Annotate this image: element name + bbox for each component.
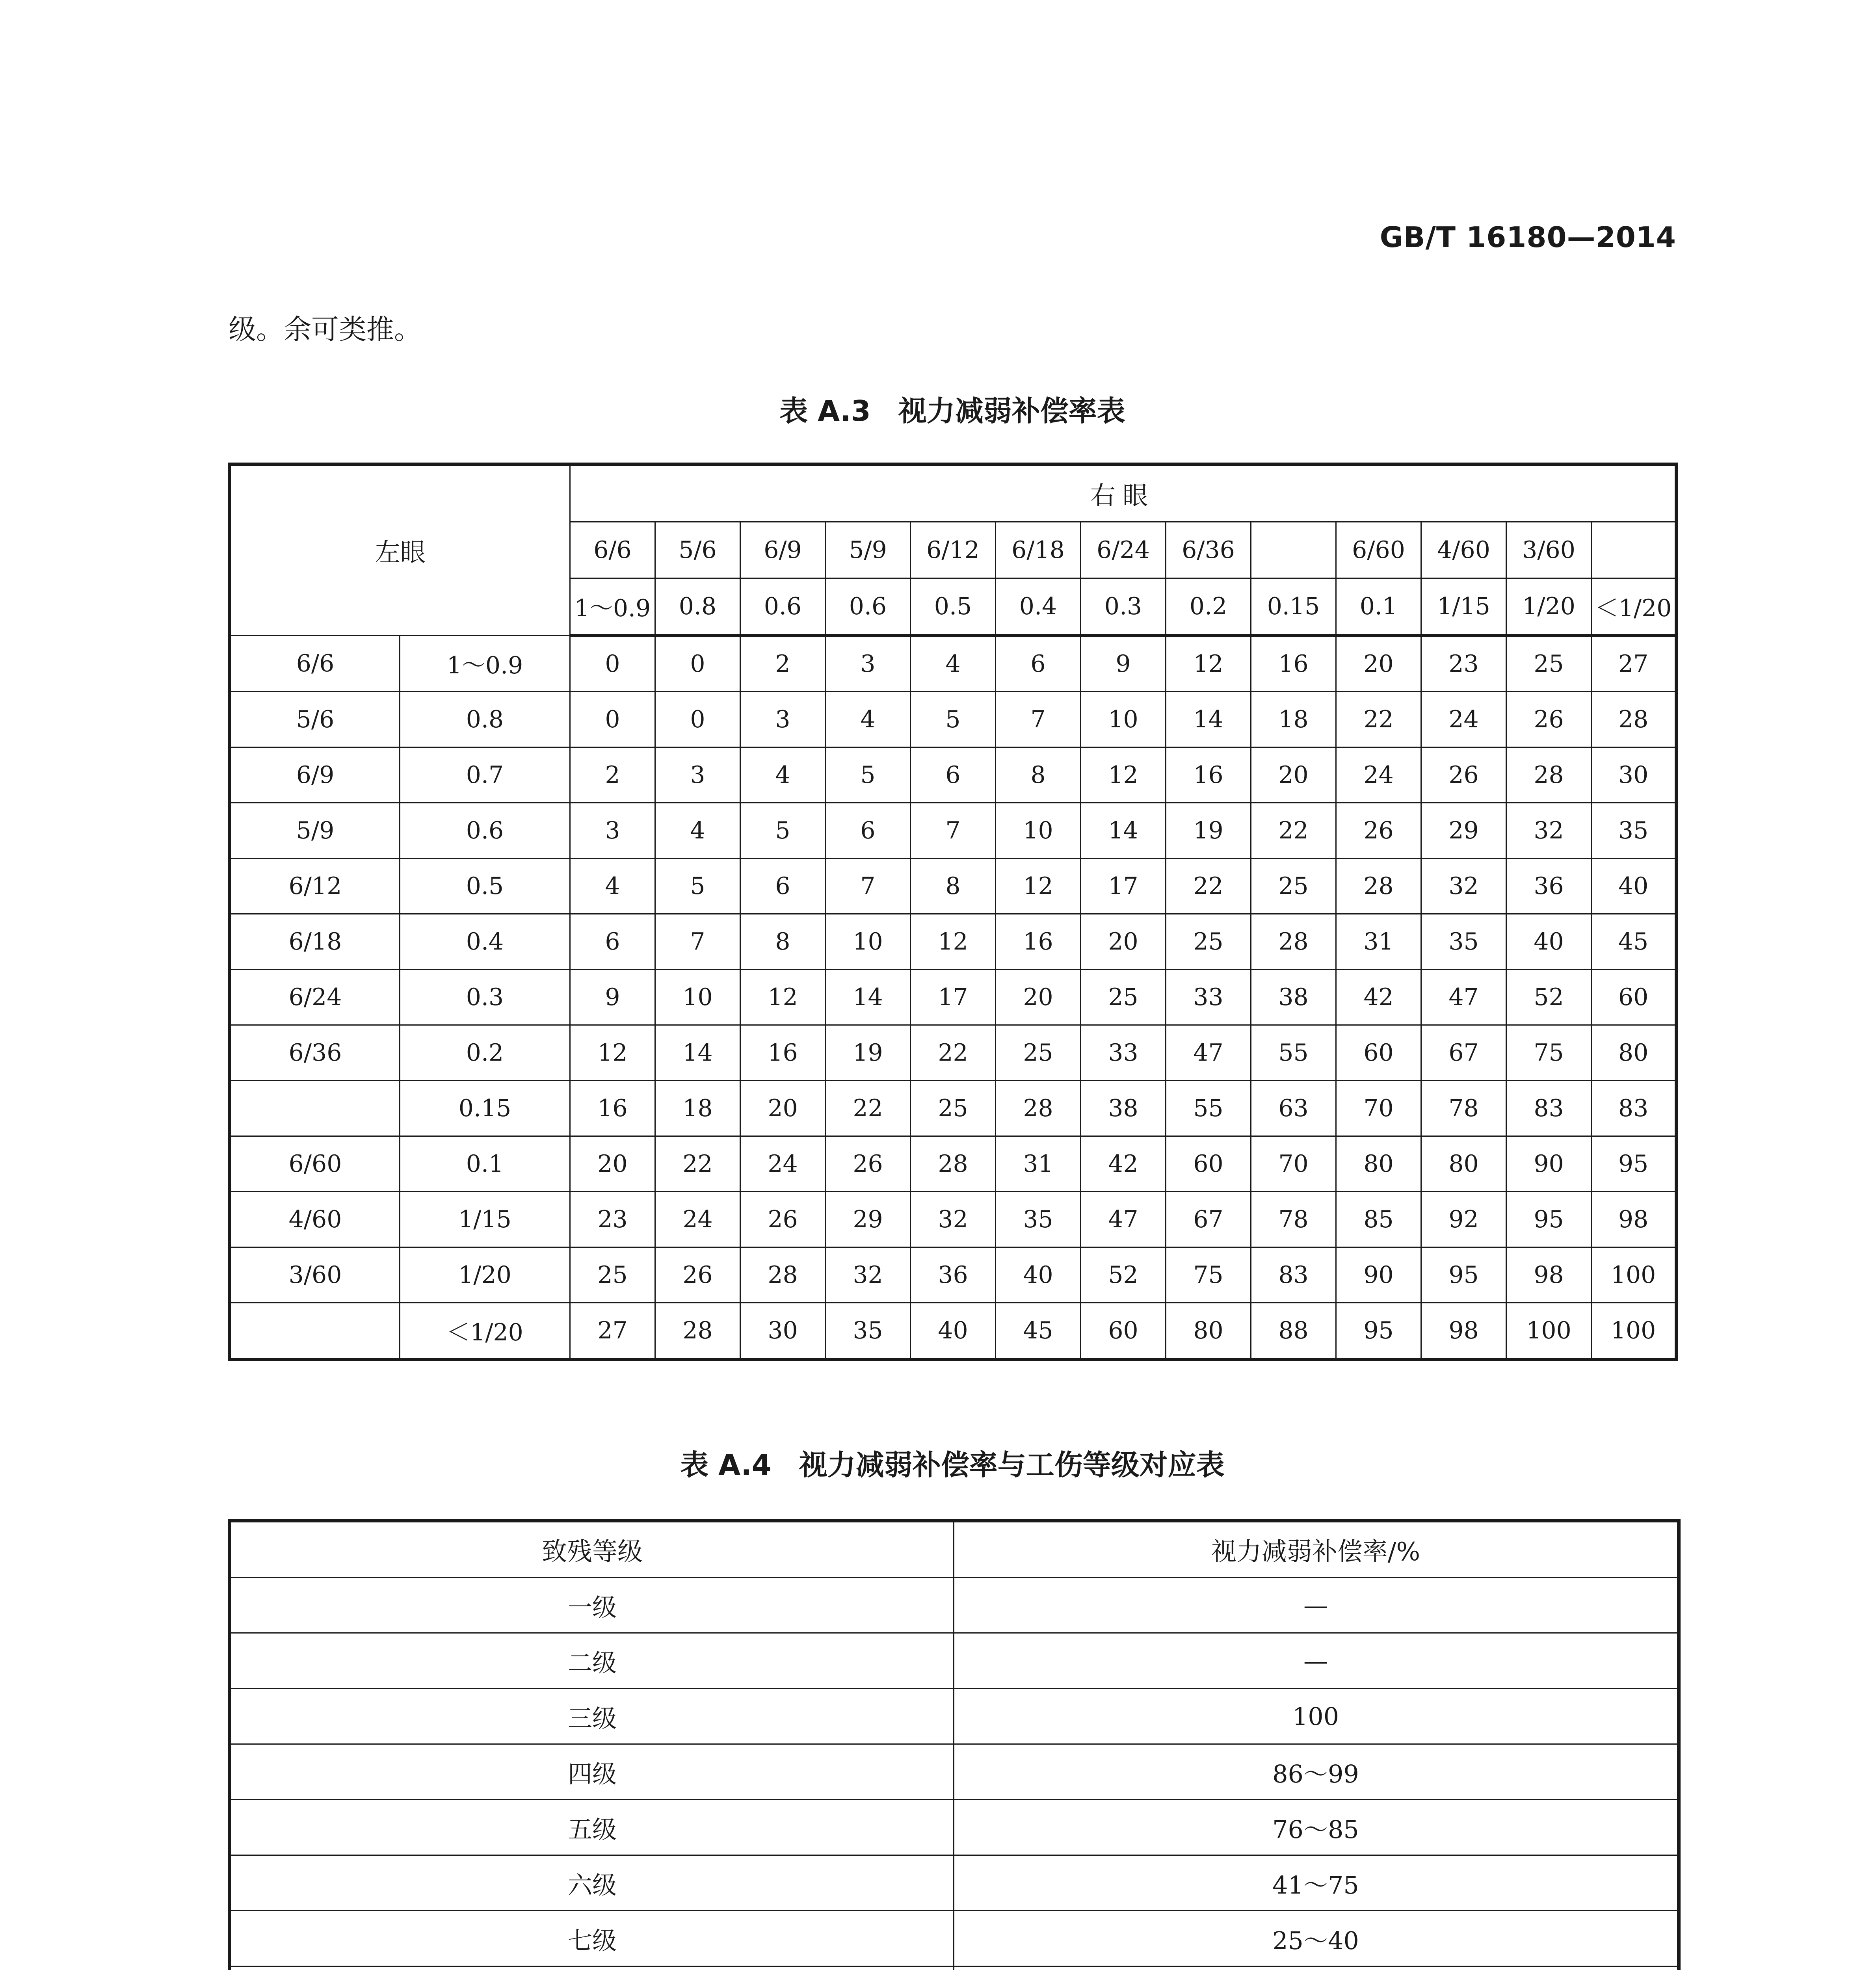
rate-cell: 35 xyxy=(1421,914,1506,970)
rate-cell: 28 xyxy=(1592,692,1677,747)
right-decimal-header: 1/20 xyxy=(1506,578,1592,636)
rate-cell: 27 xyxy=(1592,636,1677,692)
right-snellen-header: 5/6 xyxy=(655,522,740,578)
rate-cell: 6 xyxy=(740,859,826,914)
rate-cell: 8 xyxy=(740,914,826,970)
rate-cell: 3 xyxy=(826,636,911,692)
rate-cell: 28 xyxy=(1251,914,1336,970)
rate-cell: 14 xyxy=(1166,692,1251,747)
rate-cell: 26 xyxy=(1336,803,1421,859)
rate-cell: 38 xyxy=(1251,970,1336,1025)
rate-cell: 0 xyxy=(655,692,740,747)
rate-cell: 80 xyxy=(1336,1136,1421,1192)
rate-cell: 10 xyxy=(1081,692,1166,747)
left-decimal-cell: 0.7 xyxy=(400,747,570,803)
rate-cell: 24 xyxy=(1336,747,1421,803)
left-snellen-cell: 6/6 xyxy=(230,636,400,692)
right-snellen-header: 6/6 xyxy=(570,522,655,578)
left-snellen-cell: 6/24 xyxy=(230,970,400,1025)
rate-cell: 7 xyxy=(996,692,1081,747)
left-snellen-cell: 6/9 xyxy=(230,747,400,803)
rate-cell: 28 xyxy=(1336,859,1421,914)
rate-cell: 12 xyxy=(911,914,996,970)
right-snellen-header: 4/60 xyxy=(1421,522,1506,578)
rate-cell: 10 xyxy=(826,914,911,970)
rate-cell: 95 xyxy=(1421,1247,1506,1303)
rate-cell: 32 xyxy=(826,1247,911,1303)
rate-cell: 2 xyxy=(740,636,826,692)
rate-cell: 40 xyxy=(911,1303,996,1360)
rate-cell: 12 xyxy=(1166,636,1251,692)
table-row xyxy=(230,1800,1679,1855)
rate-cell: 67 xyxy=(1166,1192,1251,1247)
rate-cell: 78 xyxy=(1421,1081,1506,1136)
rate-cell: 6 xyxy=(911,747,996,803)
rate-cell: 20 xyxy=(1336,636,1421,692)
rate-cell: 4 xyxy=(911,636,996,692)
rate-cell: 83 xyxy=(1592,1081,1677,1136)
rate-cell: 12 xyxy=(1081,747,1166,803)
left-snellen-cell: 5/6 xyxy=(230,692,400,747)
left-snellen-cell: 6/60 xyxy=(230,1136,400,1192)
rate-cell: 90 xyxy=(1506,1136,1592,1192)
rate-cell: 8 xyxy=(911,859,996,914)
rate-cell: 12 xyxy=(740,970,826,1025)
table-row xyxy=(230,1578,1679,1633)
right-decimal-header: 0.4 xyxy=(996,578,1081,636)
rate-cell: 47 xyxy=(1421,970,1506,1025)
table-a4-number: 表 A.4 xyxy=(680,1448,772,1481)
rate-cell: 36 xyxy=(1506,859,1592,914)
grade-cell: 二级 xyxy=(230,1633,954,1689)
rate-cell: 18 xyxy=(1251,692,1336,747)
rate-cell: 55 xyxy=(1251,1025,1336,1081)
left-decimal-cell: 0.2 xyxy=(400,1025,570,1081)
rate-cell: 35 xyxy=(1592,803,1677,859)
rate-cell: 78 xyxy=(1251,1192,1336,1247)
rate-cell: 10 xyxy=(996,803,1081,859)
rate-cell: 26 xyxy=(1506,692,1592,747)
rate-cell: 26 xyxy=(1421,747,1506,803)
rate-cell: 63 xyxy=(1251,1081,1336,1136)
left-decimal-cell: 1/20 xyxy=(400,1247,570,1303)
rate-cell: 76～85 xyxy=(954,1800,1679,1855)
rate-cell: 92 xyxy=(1421,1192,1506,1247)
rate-cell: 0 xyxy=(570,692,655,747)
rate-cell: 41～75 xyxy=(954,1855,1679,1911)
left-snellen-cell: 4/60 xyxy=(230,1192,400,1247)
rate-cell: 31 xyxy=(996,1136,1081,1192)
rate-cell: 75 xyxy=(1166,1247,1251,1303)
rate-cell: 24 xyxy=(1421,692,1506,747)
lead-paragraph: 级。余可类推。 xyxy=(229,313,422,346)
table-a3-title: 视力减弱补偿率表 xyxy=(898,394,1125,427)
table-row xyxy=(230,1966,1679,1970)
right-decimal-header: 0.2 xyxy=(1166,578,1251,636)
rate-cell: 0 xyxy=(655,636,740,692)
table-row xyxy=(230,914,1677,970)
rate-cell: 5 xyxy=(655,859,740,914)
table-row xyxy=(230,1855,1679,1911)
table-row xyxy=(230,1081,1677,1136)
rate-cell: 20 xyxy=(1251,747,1336,803)
rate-cell: 19 xyxy=(1166,803,1251,859)
grade-cell: 七级 xyxy=(230,1911,954,1966)
right-decimal-header: 0.6 xyxy=(740,578,826,636)
left-decimal-cell: 1/15 xyxy=(400,1192,570,1247)
table-row xyxy=(230,636,1677,692)
rate-cell: 5 xyxy=(911,692,996,747)
rate-cell: 29 xyxy=(826,1192,911,1247)
rate-cell: 3 xyxy=(570,803,655,859)
rate-cell: 2 xyxy=(570,747,655,803)
rate-cell: 36 xyxy=(911,1247,996,1303)
left-decimal-cell: 0.15 xyxy=(400,1081,570,1136)
table-a4-caption xyxy=(228,1442,1677,1483)
right-snellen-header: 6/60 xyxy=(1336,522,1421,578)
rate-cell: 40 xyxy=(1592,859,1677,914)
rate-cell: 52 xyxy=(1081,1247,1166,1303)
grade-cell: 五级 xyxy=(230,1800,954,1855)
rate-cell: 25 xyxy=(1166,914,1251,970)
rate-cell: 100 xyxy=(1592,1247,1677,1303)
left-snellen-cell: 3/60 xyxy=(230,1247,400,1303)
rate-cell: 16 xyxy=(570,1081,655,1136)
rate-cell: 29 xyxy=(1421,803,1506,859)
rate-cell: 14 xyxy=(655,1025,740,1081)
rate-cell: 75 xyxy=(1506,1025,1592,1081)
rate-cell: 100 xyxy=(1506,1303,1592,1360)
rate-cell: 45 xyxy=(996,1303,1081,1360)
rate-cell: 47 xyxy=(1081,1192,1166,1247)
right-snellen-header xyxy=(1251,522,1336,578)
rate-cell: 38 xyxy=(1081,1081,1166,1136)
rate-cell: 25 xyxy=(911,1081,996,1136)
right-snellen-header: 6/9 xyxy=(740,522,826,578)
table-a4-title: 视力减弱补偿率与工伤等级对应表 xyxy=(799,1448,1225,1481)
rate-cell: 60 xyxy=(1166,1136,1251,1192)
left-snellen-cell: 5/9 xyxy=(230,803,400,859)
rate-cell: 80 xyxy=(1592,1025,1677,1081)
rate-cell: 42 xyxy=(1081,1136,1166,1192)
rate-cell: 20 xyxy=(570,1136,655,1192)
rate-cell: 52 xyxy=(1506,970,1592,1025)
rate-cell: 86～99 xyxy=(954,1744,1679,1800)
rate-cell: 98 xyxy=(1592,1192,1677,1247)
right-snellen-header: 6/24 xyxy=(1081,522,1166,578)
rate-cell: 10 xyxy=(655,970,740,1025)
rate-cell: 67 xyxy=(1421,1025,1506,1081)
rate-cell: 85 xyxy=(1336,1192,1421,1247)
rate-cell: 22 xyxy=(655,1136,740,1192)
table-row xyxy=(230,747,1677,803)
rate-cell: 98 xyxy=(1506,1247,1592,1303)
rate-cell: 4 xyxy=(740,747,826,803)
table-row xyxy=(230,1192,1677,1247)
left-decimal-cell: 0.1 xyxy=(400,1136,570,1192)
table-a3-number: 表 A.3 xyxy=(779,394,871,427)
rate-cell: 28 xyxy=(911,1136,996,1192)
rate-cell: 8 xyxy=(996,747,1081,803)
rate-cell: 22 xyxy=(911,1025,996,1081)
rate-cell: 33 xyxy=(1081,1025,1166,1081)
left-decimal-cell: 0.6 xyxy=(400,803,570,859)
rate-cell: 83 xyxy=(1506,1081,1592,1136)
right-snellen-header: 3/60 xyxy=(1506,522,1592,578)
standard-code: GB/T 16180—2014 xyxy=(1380,221,1676,254)
rate-cell: 25 xyxy=(570,1247,655,1303)
rate-cell: 30 xyxy=(740,1303,826,1360)
rate-cell: 45 xyxy=(1592,914,1677,970)
rate-cell: 40 xyxy=(1506,914,1592,970)
rate-cell: 55 xyxy=(1166,1081,1251,1136)
rate-cell: 5 xyxy=(740,803,826,859)
right-snellen-header: 6/12 xyxy=(911,522,996,578)
right-snellen-header: 6/18 xyxy=(996,522,1081,578)
rate-cell: 17 xyxy=(911,970,996,1025)
rate-cell: 60 xyxy=(1336,1025,1421,1081)
rate-cell: 25～40 xyxy=(954,1911,1679,1966)
rate-cell: 3 xyxy=(740,692,826,747)
grade-correspondence-table xyxy=(228,1519,1681,1970)
rate-cell: 25 xyxy=(996,1025,1081,1081)
rate-cell: 4 xyxy=(655,803,740,859)
table-row xyxy=(230,859,1677,914)
rate-cell: 12 xyxy=(996,859,1081,914)
left-decimal-cell: 0.5 xyxy=(400,859,570,914)
rate-cell: 90 xyxy=(1336,1247,1421,1303)
rate-cell: 28 xyxy=(740,1247,826,1303)
rate-cell: 22 xyxy=(1251,803,1336,859)
rate-cell: 9 xyxy=(1081,636,1166,692)
rate-cell: 100 xyxy=(1592,1303,1677,1360)
rate-cell: 70 xyxy=(1336,1081,1421,1136)
rate-cell: 22 xyxy=(1336,692,1421,747)
left-decimal-cell: 0.4 xyxy=(400,914,570,970)
rate-cell: 9 xyxy=(570,970,655,1025)
rate-cell: 26 xyxy=(740,1192,826,1247)
rate-cell: 20 xyxy=(996,970,1081,1025)
rate-cell: 95 xyxy=(1592,1136,1677,1192)
rate-cell: 7 xyxy=(655,914,740,970)
left-decimal-cell: 1～0.9 xyxy=(400,636,570,692)
right-decimal-header: 0.1 xyxy=(1336,578,1421,636)
table-row xyxy=(230,1744,1679,1800)
compensation-rate-table xyxy=(228,463,1678,1361)
rate-cell: 4 xyxy=(826,692,911,747)
rate-cell: 24 xyxy=(655,1192,740,1247)
rate-cell: 25 xyxy=(1081,970,1166,1025)
rate-cell: 27 xyxy=(570,1303,655,1360)
rate-cell: — xyxy=(954,1578,1679,1633)
right-snellen-header: 6/36 xyxy=(1166,522,1251,578)
rate-cell: 35 xyxy=(826,1303,911,1360)
rate-cell: 33 xyxy=(1166,970,1251,1025)
table-row xyxy=(230,1247,1677,1303)
rate-cell: 20 xyxy=(740,1081,826,1136)
rate-cell: 95 xyxy=(1506,1192,1592,1247)
rate-cell: 100 xyxy=(954,1689,1679,1744)
grade-cell: 四级 xyxy=(230,1744,954,1800)
rate-cell: 26 xyxy=(826,1136,911,1192)
rate-cell: 19 xyxy=(826,1025,911,1081)
right-snellen-header: 5/9 xyxy=(826,522,911,578)
rate-cell: 6 xyxy=(826,803,911,859)
rate-cell: 95 xyxy=(1336,1303,1421,1360)
rate-cell: 16 xyxy=(740,1025,826,1081)
rate-cell: 88 xyxy=(1251,1303,1336,1360)
right-decimal-header: 0.3 xyxy=(1081,578,1166,636)
rate-cell: 40 xyxy=(996,1247,1081,1303)
table-row xyxy=(230,1303,1677,1360)
rate-cell: 16 xyxy=(1166,747,1251,803)
rate-cell: 31 xyxy=(1336,914,1421,970)
rate-cell: 80 xyxy=(1166,1303,1251,1360)
table-row xyxy=(230,1911,1679,1966)
rate-cell: 26 xyxy=(655,1247,740,1303)
rate-cell: 5 xyxy=(826,747,911,803)
rate-cell: 32 xyxy=(911,1192,996,1247)
left-decimal-cell: 0.3 xyxy=(400,970,570,1025)
right-eye-header: 右眼 xyxy=(570,465,1677,522)
rate-cell: 32 xyxy=(1506,803,1592,859)
rate-cell: 80 xyxy=(1421,1136,1506,1192)
table-row xyxy=(230,1136,1677,1192)
rate-cell: 6 xyxy=(996,636,1081,692)
rate-cell: 14 xyxy=(1081,803,1166,859)
table-row xyxy=(230,803,1677,859)
rate-cell: 14 xyxy=(826,970,911,1025)
rate-cell: 28 xyxy=(655,1303,740,1360)
grade-cell: 三级 xyxy=(230,1689,954,1744)
rate-cell: 0 xyxy=(570,636,655,692)
rate-cell: 6 xyxy=(570,914,655,970)
table-row xyxy=(230,692,1677,747)
rate-cell: 7 xyxy=(911,803,996,859)
rate-cell: 17 xyxy=(1081,859,1166,914)
rate-cell: 32 xyxy=(1421,859,1506,914)
grade-column-header: 致残等级 xyxy=(230,1521,954,1578)
left-snellen-cell xyxy=(230,1081,400,1136)
grade-cell: 六级 xyxy=(230,1855,954,1911)
rate-cell: 25 xyxy=(1251,859,1336,914)
right-snellen-header xyxy=(1592,522,1677,578)
rate-cell: 12 xyxy=(570,1025,655,1081)
right-decimal-header: 0.15 xyxy=(1251,578,1336,636)
rate-cell: 23 xyxy=(1421,636,1506,692)
rate-cell: 42 xyxy=(1336,970,1421,1025)
table-row xyxy=(230,970,1677,1025)
left-snellen-cell xyxy=(230,1303,400,1360)
rate-cell: 3 xyxy=(655,747,740,803)
table-a3-caption xyxy=(228,388,1677,429)
rate-cell: 20 xyxy=(1081,914,1166,970)
rate-cell: 25 xyxy=(1506,636,1592,692)
rate-cell: 7 xyxy=(826,859,911,914)
table-row xyxy=(230,1633,1679,1689)
right-decimal-header: 1～0.9 xyxy=(570,578,655,636)
left-snellen-cell: 6/12 xyxy=(230,859,400,914)
left-snellen-cell: 6/36 xyxy=(230,1025,400,1081)
rate-cell: 28 xyxy=(1506,747,1592,803)
left-snellen-cell: 6/18 xyxy=(230,914,400,970)
rate-cell: 16 xyxy=(996,914,1081,970)
rate-cell: — xyxy=(954,1633,1679,1689)
rate-cell: 30 xyxy=(1592,747,1677,803)
right-decimal-header: ＜1/20 xyxy=(1592,578,1677,636)
rate-cell xyxy=(954,1966,1679,1970)
grade-cell xyxy=(230,1966,954,1970)
rate-cell: 47 xyxy=(1166,1025,1251,1081)
rate-cell: 23 xyxy=(570,1192,655,1247)
rate-cell: 16 xyxy=(1251,636,1336,692)
rate-cell: 60 xyxy=(1592,970,1677,1025)
rate-cell: 60 xyxy=(1081,1303,1166,1360)
left-decimal-cell: 0.8 xyxy=(400,692,570,747)
right-decimal-header: 0.5 xyxy=(911,578,996,636)
rate-cell: 98 xyxy=(1421,1303,1506,1360)
right-decimal-header: 0.6 xyxy=(826,578,911,636)
rate-cell: 70 xyxy=(1251,1136,1336,1192)
grade-cell: 一级 xyxy=(230,1578,954,1633)
rate-cell: 24 xyxy=(740,1136,826,1192)
rate-column-header: 视力减弱补偿率/% xyxy=(954,1521,1679,1578)
table-row xyxy=(230,1689,1679,1744)
rate-cell: 83 xyxy=(1251,1247,1336,1303)
rate-cell: 22 xyxy=(826,1081,911,1136)
rate-cell: 28 xyxy=(996,1081,1081,1136)
rate-cell: 22 xyxy=(1166,859,1251,914)
rate-cell: 18 xyxy=(655,1081,740,1136)
table-row xyxy=(230,1025,1677,1081)
left-decimal-cell: ＜1/20 xyxy=(400,1303,570,1360)
rate-cell: 35 xyxy=(996,1192,1081,1247)
right-decimal-header: 0.8 xyxy=(655,578,740,636)
right-decimal-header: 1/15 xyxy=(1421,578,1506,636)
rate-cell: 4 xyxy=(570,859,655,914)
left-eye-header: 左眼 xyxy=(230,465,570,636)
